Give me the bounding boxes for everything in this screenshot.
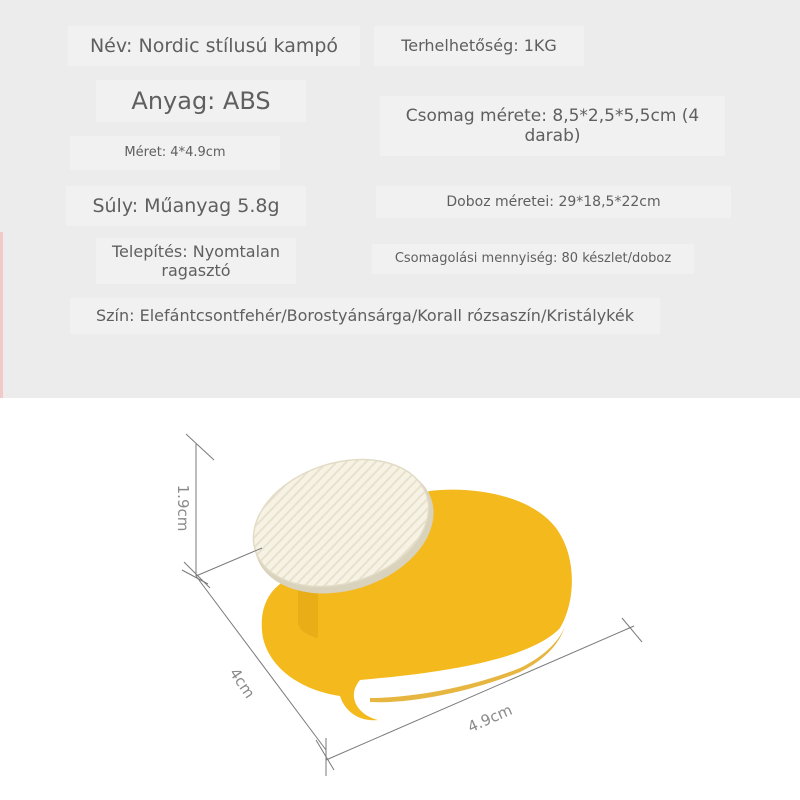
spec-box-size: Doboz méretei: 29*18,5*22cm xyxy=(376,186,731,218)
spec-package-size: Csomag mérete: 8,5*2,5*5,5cm (4 darab) xyxy=(380,96,725,156)
height-top-tick xyxy=(186,434,214,460)
spec-name: Név: Nordic stílusú kampó xyxy=(68,26,360,66)
spec-install: Telepítés: Nyomtalan ragasztó xyxy=(96,238,296,284)
spec-load: Terhelhetőség: 1KG xyxy=(374,26,584,66)
spec-size: Méret: 4*4.9cm xyxy=(70,136,280,170)
spec-material: Anyag: ABS xyxy=(96,80,306,122)
spec-colors: Szín: Elefántcsontfehér/Borostyánsárga/Korall rózsaszín/Kristálykék xyxy=(70,298,660,334)
spec-pack-qty: Csomagolási mennyiség: 80 készlet/doboz xyxy=(372,244,694,274)
spec-weight: Súly: Műanyag 5.8g xyxy=(66,186,306,226)
product-dimension-figure xyxy=(0,398,800,800)
height-label: 1.9cm xyxy=(174,484,192,532)
width-label: 4.9cm xyxy=(464,700,515,737)
specifications-panel xyxy=(0,0,800,398)
edge-accent xyxy=(0,232,3,398)
depth-label: 4cm xyxy=(225,664,259,702)
